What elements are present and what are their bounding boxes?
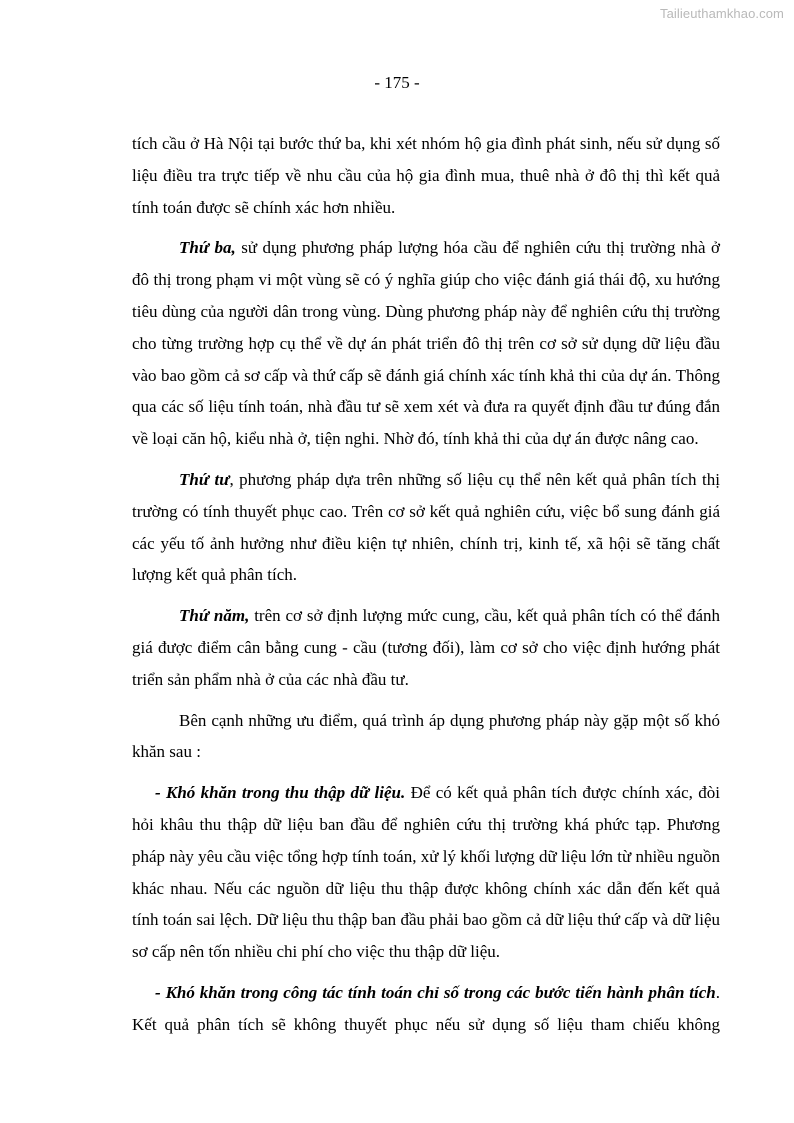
- paragraph-kho-khan-tinh-toan: [132, 977, 720, 1041]
- paragraph-thu-tu: [132, 464, 720, 591]
- paragraph-lead: Thứ ba,: [179, 238, 236, 258]
- paragraph-kho-khan-du-lieu: [132, 777, 720, 968]
- paragraph-text: Để có kết quả phân tích được chính xác, đòi hỏi khâu thu thập dữ liệu ban đầu để nghiên cứu thị trường khá phức tạp. Phương pháp này yêu cầu việc tổng hợp tính toán, xử lý khối lượng dữ liệu lớn từ nhiều nguồn khác nhau. Nếu các nguồn dữ liệu thu thập được không chính xác dẫn đến kết quả tính toán sai lệch. Dữ liệu thu thập ban đầu phải bao gồm cả dữ liệu thứ cấp và dữ liệu sơ cấp nên tốn nhiều chi phí cho việc thu thập dữ liệu.: [132, 783, 720, 962]
- paragraph-thu-nam: [132, 600, 720, 695]
- document-body: [132, 128, 720, 1050]
- paragraph-lead: - Khó khăn trong công tác tính toán chỉ số trong các bước tiến hành phân tích: [155, 982, 716, 1002]
- watermark: Tailieuthamkhao.com: [659, 6, 784, 21]
- paragraph-lead: - Khó khăn trong thu thập dữ liệu.: [155, 783, 406, 803]
- paragraph-continuation: tích cầu ở Hà Nội tại bước thứ ba, khi xét nhóm hộ gia đình phát sinh, nếu sử dụng số liệu điều tra trực tiếp về nhu cầu của hộ gia đình mua, thuê nhà ở đô thị thì kết quả tính toán được sẽ chính xác hơn nhiều.: [132, 134, 720, 217]
- paragraph-text: trên cơ sở định lượng mức cung, cầu, kết quả phân tích có thể đánh giá được điểm cân bằng cung - cầu (tương đối), làm cơ sở cho việc định hướng phát triển sản phẩm nhà ở của các nhà đầu tư.: [132, 606, 720, 689]
- paragraph-lead: Thứ năm,: [179, 606, 250, 626]
- paragraph-text: . Kết quả phân tích sẽ không thuyết phục nếu sử dụng số liệu tham chiếu không: [132, 982, 720, 1034]
- paragraph-drawbacks-intro: Bên cạnh những ưu điểm, quá trình áp dụng phương pháp này gặp một số khó khăn sau :: [132, 710, 720, 762]
- page-number: - 175 -: [374, 73, 420, 92]
- paragraph-text: sử dụng phương pháp lượng hóa cầu để nghiên cứu thị trường nhà ở đô thị trong phạm vi một vùng sẽ có ý nghĩa giúp cho việc đánh giá thái độ, xu hướng tiêu dùng của người dân trong vùng. Dùng phương pháp này để nghiên cứu thị trường cho từng trường hợp cụ thể về dự án phát triển đô thị trên cơ sở sử dụng dữ liệu đầu vào bao gồm cả sơ cấp và thứ cấp sẽ đánh giá chính xác tính khả thi của dự án. Thông qua các số liệu tính toán, nhà đầu tư sẽ xem xét và đưa ra quyết định đầu tư đúng đắn về loại căn hộ, kiểu nhà ở, tiện nghi. Nhờ đó, tính khả thi của dự án được nâng cao.: [132, 238, 720, 449]
- paragraph-thu-ba: [132, 232, 720, 455]
- paragraph-text: , phương pháp dựa trên những số liệu cụ thể nên kết quả phân tích thị trường có tính thuyết phục cao. Trên cơ sở kết quả nghiên cứu, việc bổ sung đánh giá các yếu tố ảnh hưởng như điều kiện tự nhiên, chính trị, kinh tế, xã hội sẽ tăng chất lượng kết quả phân tích.: [132, 469, 721, 585]
- paragraph-lead: Thứ tư: [179, 469, 230, 489]
